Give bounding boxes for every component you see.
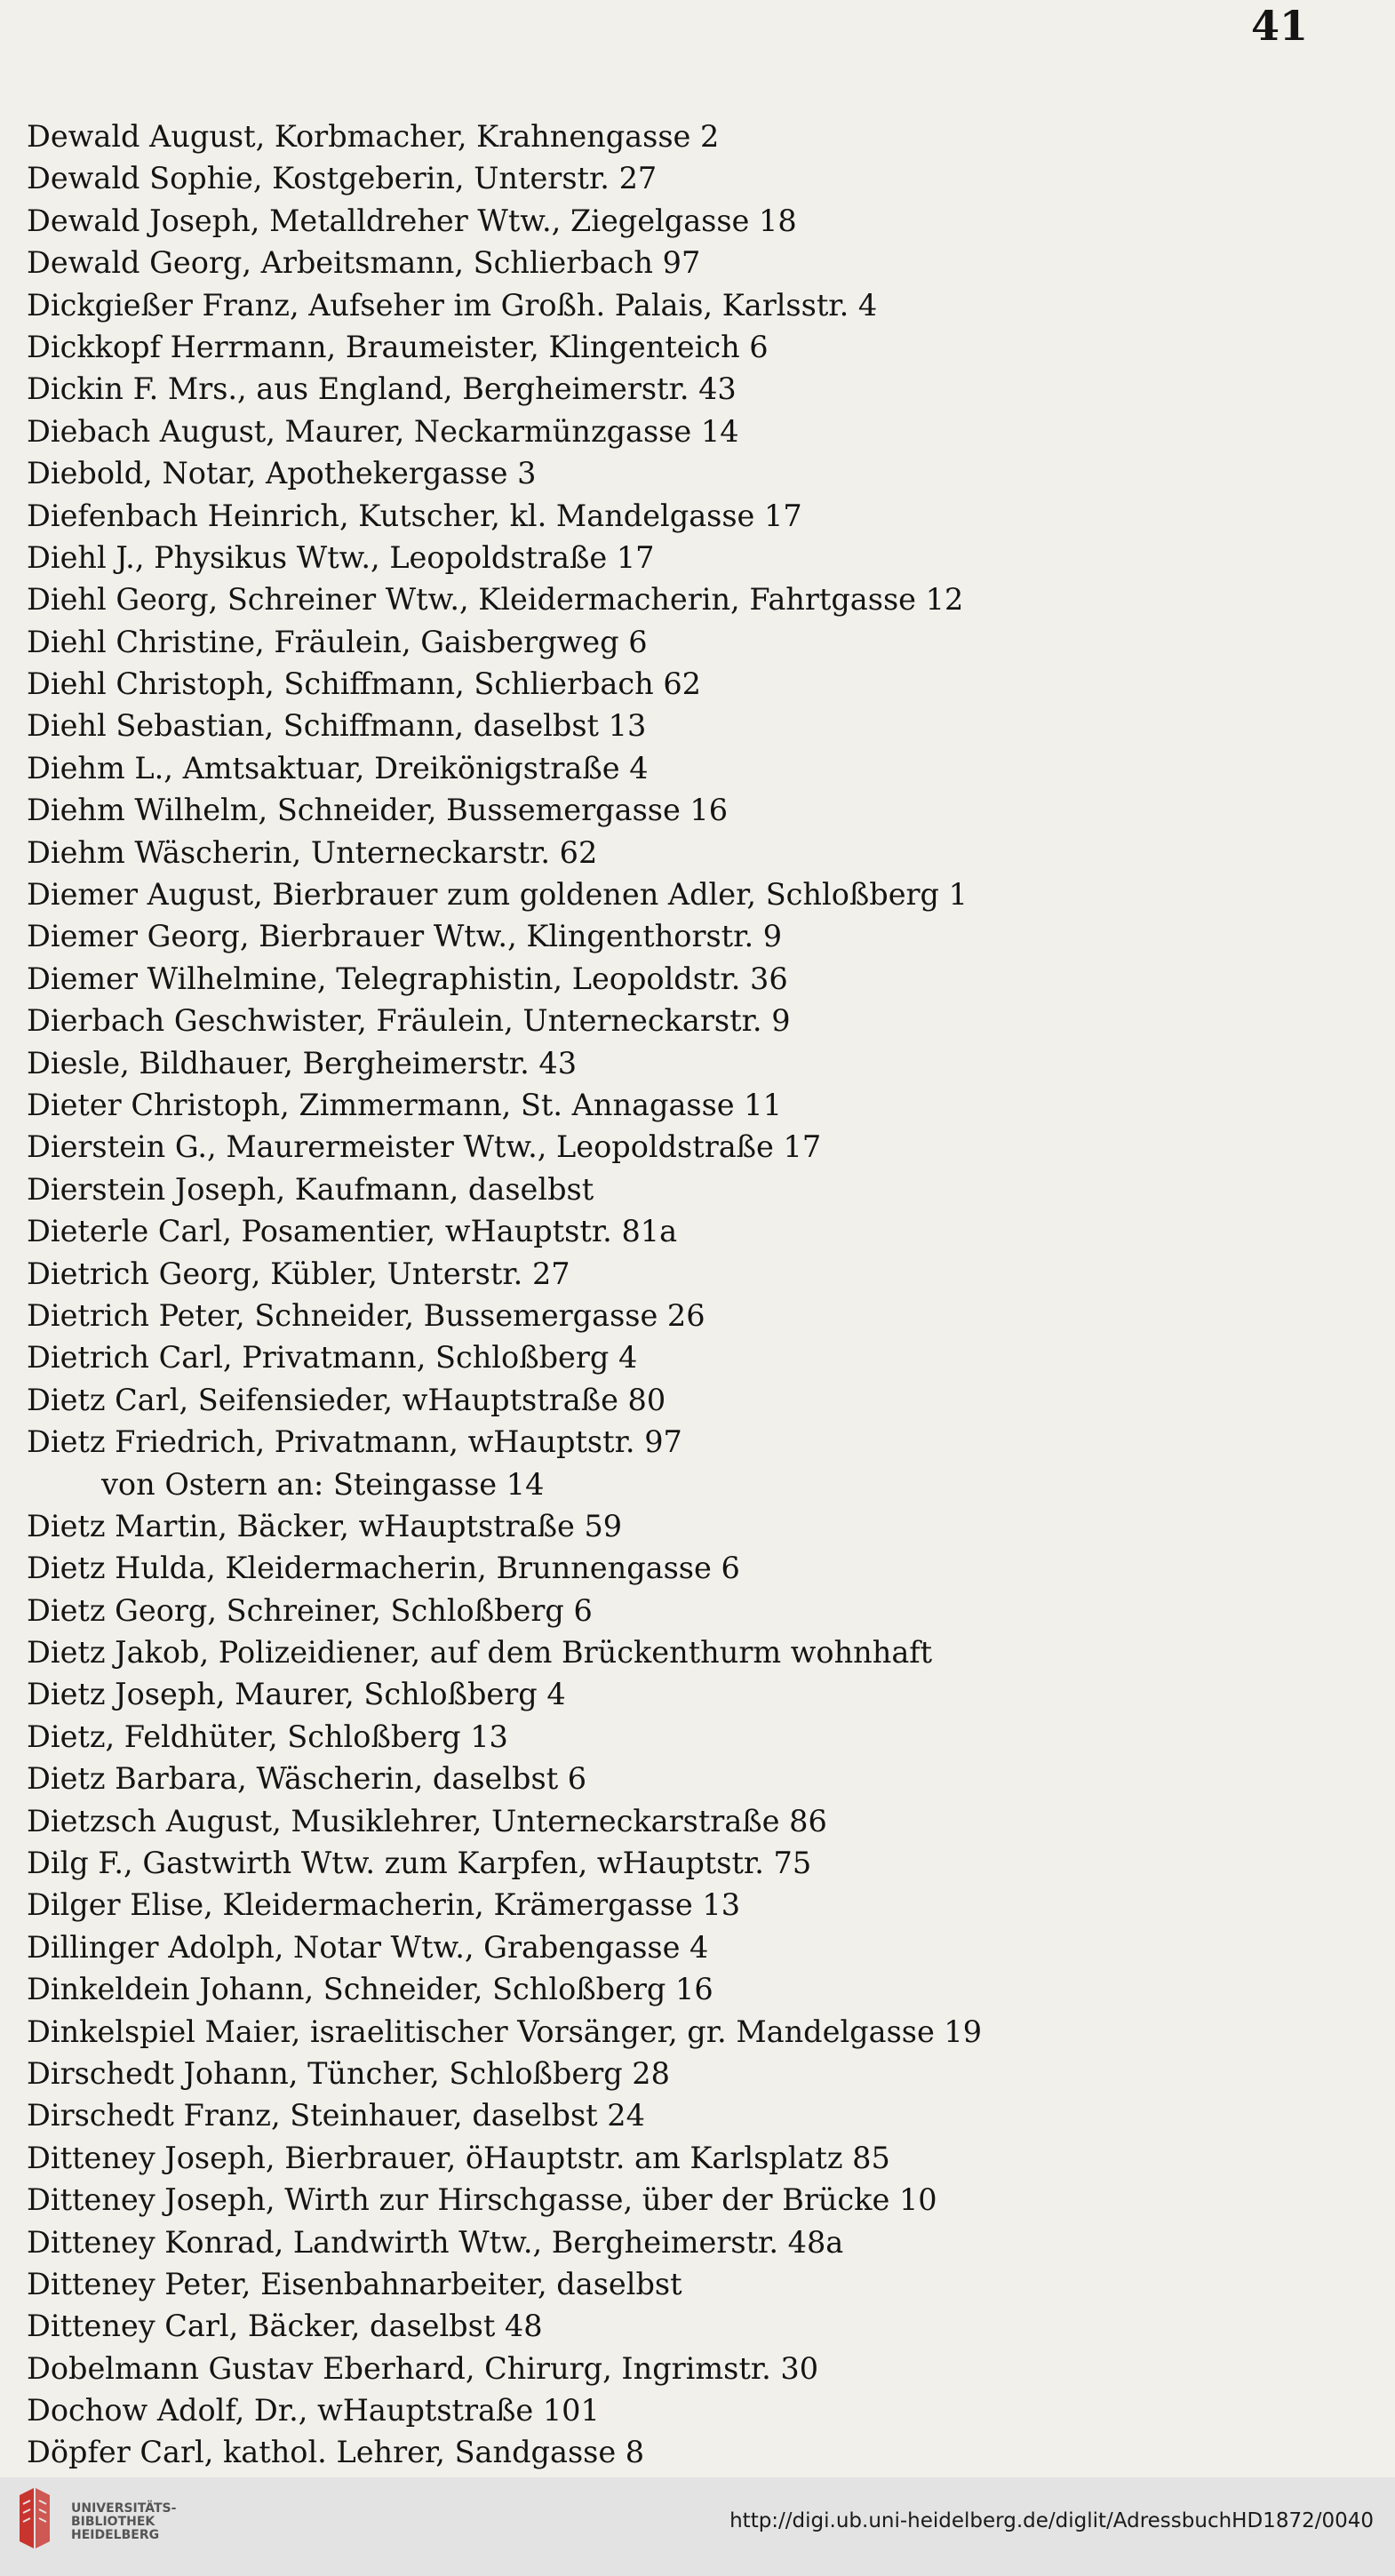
page-number: 41: [1250, 2, 1308, 50]
directory-entry: Diehl Christine, Fräulein, Gaisbergweg 6: [27, 624, 648, 659]
directory-entry: Diehl Sebastian, Schiffmann, daselbst 13: [27, 708, 647, 744]
directory-entry: Dewald Joseph, Metalldreher Wtw., Ziegelgasse 18: [27, 203, 797, 238]
directory-entry: Diesle, Bildhauer, Bergheimerstr. 43: [27, 1045, 578, 1081]
directory-entry: Dietz Martin, Bäcker, wHauptstraße 59: [27, 1508, 623, 1543]
directory-entry: Dirschedt Franz, Steinhauer, daselbst 24: [27, 2098, 645, 2133]
directory-entry: Dietz Barbara, Wäscherin, daselbst 6: [27, 1761, 587, 1797]
directory-entry: Dobelmann Gustav Eberhard, Chirurg, Ingrimstr. 30: [27, 2350, 819, 2386]
directory-entry: Diehm Wilhelm, Schneider, Bussemergasse 16: [27, 793, 729, 828]
directory-entry: Dickkopf Herrmann, Braumeister, Klingenteich 6: [27, 329, 769, 364]
directory-entry: Diefenbach Heinrich, Kutscher, kl. Mandelgasse 17: [27, 498, 802, 533]
directory-entry: Diebold, Notar, Apothekergasse 3: [27, 456, 537, 491]
directory-entry: Dirschedt Johann, Tüncher, Schloßberg 28: [27, 2055, 670, 2091]
directory-entry: Ditteney Carl, Bäcker, daselbst 48: [27, 2309, 543, 2344]
directory-entry: Dickgießer Franz, Aufseher im Großh. Palais, Karlsstr. 4: [27, 287, 878, 323]
directory-entry: von Ostern an: Steingasse 14: [101, 1466, 545, 1502]
directory-entry: Diehl J., Physikus Wtw., Leopoldstraße 17: [27, 539, 655, 575]
library-name: [71, 2502, 176, 2542]
library-name-line: BIBLIOTHEK: [71, 2515, 155, 2529]
directory-entry: Diehm Wäscherin, Unterneckarstr. 62: [27, 834, 598, 870]
directory-entry: Dillinger Adolph, Notar Wtw., Grabengasse 4: [27, 1929, 709, 1965]
directory-entry: Dierstein Joseph, Kaufmann, daselbst: [27, 1171, 594, 1207]
directory-entry: Ditteney Joseph, Bierbrauer, öHauptstr. am Karlsplatz 85: [27, 2140, 890, 2175]
directory-entry: Dieter Christoph, Zimmermann, St. Annagasse 11: [27, 1087, 782, 1122]
directory-entry: Dietrich Carl, Privatmann, Schloßberg 4: [27, 1340, 638, 1376]
directory-entry: Dietz Joseph, Maurer, Schloßberg 4: [27, 1677, 566, 1712]
directory-entry: Diehl Georg, Schreiner Wtw., Kleidermacherin, Fahrtgasse 12: [27, 582, 964, 618]
directory-entry: Döpfer Carl, kathol. Lehrer, Sandgasse 8: [27, 2435, 645, 2470]
directory-entry: Dietz Carl, Seifensieder, wHauptstraße 80: [27, 1382, 666, 1417]
directory-entry: Dinkelspiel Maier, israelitischer Vorsänger, gr. Mandelgasse 19: [27, 2014, 983, 2049]
directory-entry: Dietz Friedrich, Privatmann, wHauptstr. 97: [27, 1424, 682, 1460]
directory-entry: Dewald Georg, Arbeitsmann, Schlierbach 97: [27, 245, 701, 281]
directory-entry: Dietz Georg, Schreiner, Schloßberg 6: [27, 1592, 593, 1628]
directory-entry: Dietzsch August, Musiklehrer, Unterneckarstraße 86: [27, 1803, 827, 1838]
directory-entry: Diemer Wilhelmine, Telegraphistin, Leopoldstr. 36: [27, 961, 788, 996]
directory-entry: Dickin F. Mrs., aus England, Bergheimerstr. 43: [27, 371, 737, 407]
directory-entry: Dietz, Feldhüter, Schloßberg 13: [27, 1719, 508, 1754]
directory-entry: Dietz Jakob, Polizeidiener, auf dem Brückenthurm wohnhaft: [27, 1635, 933, 1671]
directory-entry: Dinkeldein Johann, Schneider, Schloßberg 16: [27, 1972, 713, 2007]
directory-entry: Dewald August, Korbmacher, Krahnengasse 2: [27, 119, 720, 154]
directory-entry: Diemer August, Bierbrauer zum goldenen Adler, Schloßberg 1: [27, 877, 968, 913]
directory-entry: Ditteney Konrad, Landwirth Wtw., Bergheimerstr. 48a: [27, 2224, 844, 2260]
library-name-line: HEIDELBERG: [71, 2528, 160, 2542]
directory-entries: [27, 116, 1359, 2474]
directory-entry: Dierbach Geschwister, Fräulein, Unterneckarstr. 9: [27, 1003, 791, 1039]
directory-entry: Diehm L., Amtsaktuar, Dreikönigstraße 4: [27, 750, 649, 786]
library-name-line: UNIVERSITÄTS-: [71, 2501, 177, 2516]
directory-entry: Dewald Sophie, Kostgeberin, Unterstr. 27: [27, 161, 658, 196]
directory-entry: Dieterle Carl, Posamentier, wHauptstr. 81a: [27, 1214, 678, 1249]
directory-entry: Ditteney Peter, Eisenbahnarbeiter, daselbst: [27, 2266, 682, 2301]
university-library-logo-icon: [16, 2486, 53, 2550]
directory-entry: Ditteney Joseph, Wirth zur Hirschgasse, über der Brücke 10: [27, 2182, 937, 2218]
directory-entry: Diebach August, Maurer, Neckarmünzgasse 14: [27, 413, 739, 449]
directory-entry: Diemer Georg, Bierbrauer Wtw., Klingenthorstr. 9: [27, 919, 783, 954]
directory-entry: Dietz Hulda, Kleidermacherin, Brunnengasse 6: [27, 1551, 740, 1586]
directory-entry: Dilger Elise, Kleidermacherin, Krämergasse 13: [27, 1887, 741, 1923]
directory-entry: Dietrich Peter, Schneider, Bussemergasse 26: [27, 1297, 705, 1333]
directory-entry: Dilg F., Gastwirth Wtw. zum Karpfen, wHauptstr. 75: [27, 1846, 812, 1881]
directory-entry: Dietrich Georg, Kübler, Unterstr. 27: [27, 1256, 570, 1291]
directory-entry: Dochow Adolf, Dr., wHauptstraße 101: [27, 2393, 600, 2428]
directory-entry: Dierstein G., Maurermeister Wtw., Leopoldstraße 17: [27, 1129, 822, 1165]
footer-bar: [0, 2477, 1395, 2576]
source-url-link[interactable]: http://digi.ub.uni-heidelberg.de/diglit/AdressbuchHD1872/0040: [729, 2509, 1374, 2532]
directory-entry: Diehl Christoph, Schiffmann, Schlierbach 62: [27, 666, 701, 702]
